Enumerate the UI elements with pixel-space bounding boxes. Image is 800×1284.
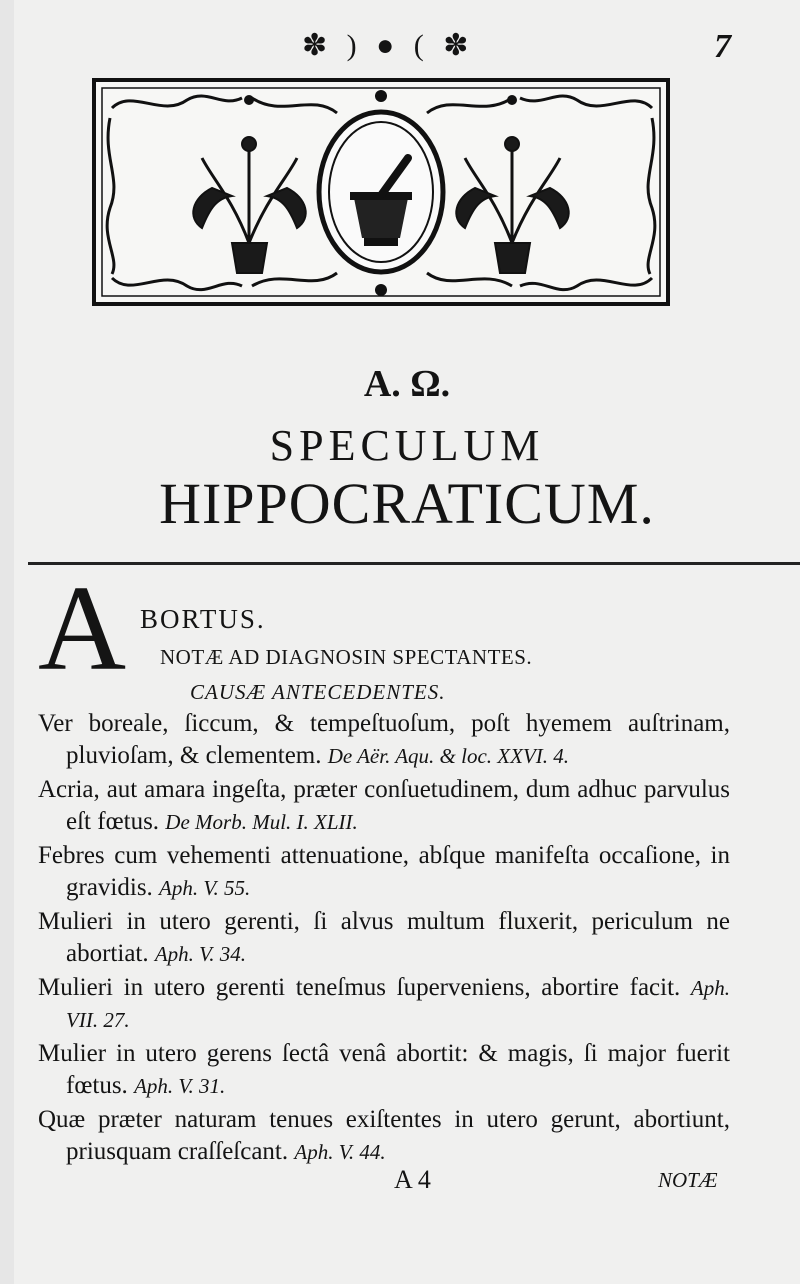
entry-text: Mulieri in utero gerenti teneſmus ſuperveniens, abortire facit. <box>38 974 681 1001</box>
entry-paragraph <box>38 840 730 904</box>
entry-reference: Aph. VII. 27. <box>66 976 730 1032</box>
alpha-omega-line: A. Ω. <box>363 363 451 405</box>
entry-text: Mulier in utero gerens ſectâ venâ abortit: & magis, ſi major fuerit fœtus. <box>38 1040 730 1099</box>
entry-paragraph <box>38 1038 730 1102</box>
entry-paragraph <box>38 1104 730 1168</box>
entry-reference: De Morb. Mul. I. XLII. <box>165 810 358 834</box>
page-number: 7 <box>714 28 731 65</box>
entry-paragraph <box>38 972 730 1036</box>
entry-paragraph <box>38 906 730 970</box>
entry-text: Febres cum vehementi attenuatione, abſque manifeſta occaſione, in gravidis. <box>38 842 730 901</box>
causae-heading: CAUSÆ ANTECEDENTES. <box>190 680 446 704</box>
entry-text: Acria, aut amara ingeſta, præter conſuetudinem, dum adhuc parvulus eſt fœtus. <box>38 776 730 835</box>
title-line-2: HIPPOCRATICUM. <box>159 471 655 536</box>
title-rule <box>28 562 800 565</box>
entry-word: BORTUS. <box>140 604 266 634</box>
title-line-1: SPECULUM <box>269 421 545 470</box>
headpiece-ornament <box>92 78 670 306</box>
entries-list <box>38 708 730 1170</box>
entry-paragraph <box>38 774 730 838</box>
signature-mark: A 4 <box>394 1165 431 1194</box>
entry-reference: De Aër. Aqu. & loc. XXVI. 4. <box>327 744 570 768</box>
entry-reference: Aph. V. 55. <box>159 876 251 900</box>
entry-reference: Aph. V. 31. <box>134 1074 226 1098</box>
header-ornament: ✽ ) ● ( ✽ <box>302 29 475 62</box>
catchword: NOTÆ <box>658 1168 718 1192</box>
entry-text: Ver boreale, ſiccum, & tempeſtuoſum, poſt hyemem auſtrinam, pluvioſam, & clementem. <box>38 710 730 769</box>
entry-reference: Aph. V. 44. <box>294 1140 386 1164</box>
entry-text: Quæ præter naturam tenues exiſtentes in utero gerunt, abortiunt, priusquam craſſeſcant. <box>38 1106 730 1165</box>
notae-heading: NOTÆ AD DIAGNOSIN SPECTANTES. <box>160 645 533 669</box>
entry-text: Mulieri in utero gerenti, ſi alvus multum fluxerit, periculum ne abortiat. <box>38 908 730 967</box>
entry-paragraph <box>38 708 730 772</box>
drop-cap: A <box>38 561 127 696</box>
book-page <box>14 0 800 1284</box>
entry-reference: Aph. V. 34. <box>154 942 247 966</box>
